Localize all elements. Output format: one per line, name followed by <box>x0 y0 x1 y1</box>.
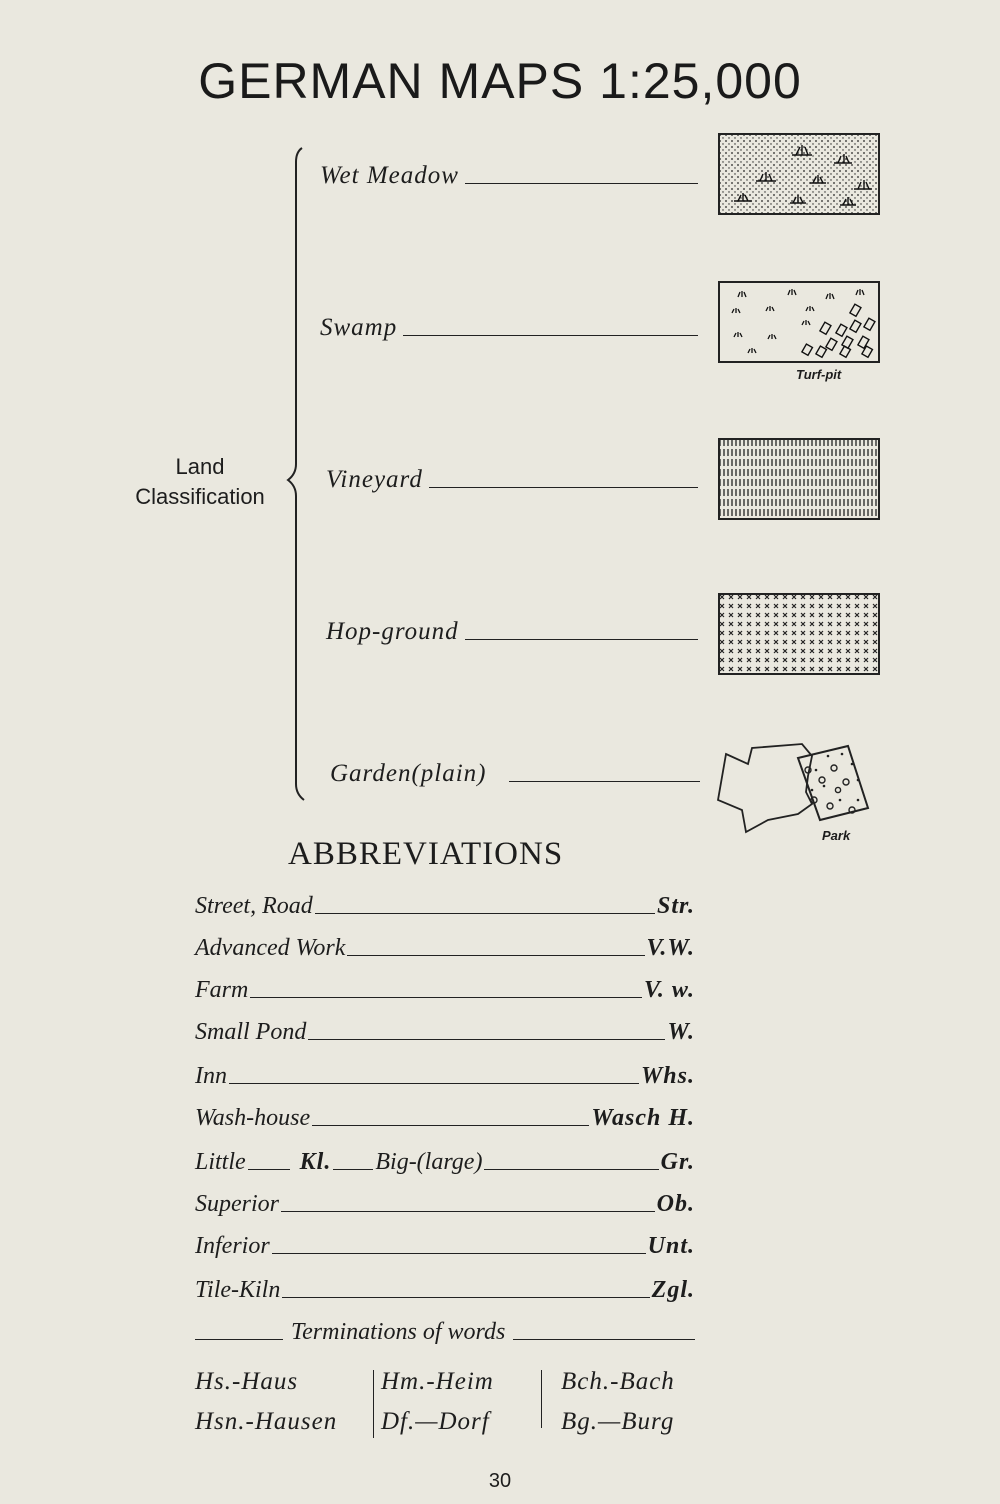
abbr-value: Wasch H. <box>591 1105 695 1131</box>
abbr-term-big: Big-(large) <box>375 1149 483 1175</box>
termination-item: Df.—Dorf <box>381 1408 490 1435</box>
wet-meadow-symbol-icon <box>718 133 880 215</box>
abbreviation-row <box>195 1228 695 1260</box>
abbreviation-row-little-big <box>195 1144 695 1176</box>
abbr-term: Tile-Kiln <box>195 1277 281 1303</box>
hop-ground-symbol-icon <box>718 593 880 675</box>
label-line-1: Land <box>175 454 225 479</box>
termination-item: Hm.-Heim <box>381 1368 494 1395</box>
land-item-swamp <box>320 314 698 342</box>
termination-item: Bg.—Burg <box>561 1408 675 1435</box>
abbreviation-row <box>195 1058 695 1090</box>
terminations-column-1 <box>195 1362 337 1442</box>
abbr-value: Unt. <box>647 1233 695 1259</box>
terminations-column-3 <box>561 1362 675 1442</box>
abbreviation-row <box>195 972 695 1004</box>
terminations-heading-row <box>195 1314 695 1346</box>
abbr-term: Advanced Work <box>195 935 346 961</box>
land-classification-label <box>110 452 290 512</box>
land-item-label: Wet Meadow <box>320 162 459 189</box>
label-line-2: Classification <box>135 484 265 509</box>
land-item-label: Hop-ground <box>326 618 459 645</box>
page-number: 30 <box>488 1470 512 1492</box>
abbr-term: Street, Road <box>195 893 313 919</box>
abbr-term: Superior <box>195 1191 279 1217</box>
termination-item: Bch.-Bach <box>561 1368 675 1395</box>
abbr-value: Str. <box>656 893 695 919</box>
terminations-heading: Terminations of words <box>291 1319 506 1345</box>
abbr-value: Zgl. <box>651 1277 695 1303</box>
abbr-value-big: Gr. <box>660 1149 695 1175</box>
terminations-grid <box>195 1362 700 1438</box>
abbr-value: W. <box>667 1019 695 1045</box>
abbr-term: Farm <box>195 977 249 1003</box>
swamp-caption: Turf-pit <box>796 367 842 382</box>
abbr-term: Inferior <box>195 1233 270 1259</box>
terminations-column-2 <box>381 1362 494 1442</box>
abbr-value-little: Kl. <box>299 1149 332 1175</box>
abbr-value: V.W. <box>646 935 695 961</box>
land-item-label: Vineyard <box>326 466 423 493</box>
abbreviation-row <box>195 1186 695 1218</box>
termination-item: Hsn.-Hausen <box>195 1408 338 1435</box>
abbr-term-little: Little <box>195 1149 246 1175</box>
land-item-garden <box>330 760 700 788</box>
abbreviation-row <box>195 1100 695 1132</box>
abbr-term: Inn <box>195 1063 227 1089</box>
land-item-vineyard <box>326 466 698 494</box>
land-item-label: Garden(plain) <box>330 760 487 787</box>
garden-caption: Park <box>822 828 851 843</box>
termination-item: Hs.-Haus <box>195 1368 299 1395</box>
abbr-value: Whs. <box>640 1063 695 1089</box>
land-item-hop-ground <box>326 618 698 646</box>
abbreviation-row <box>195 888 695 920</box>
land-item-label: Swamp <box>320 314 398 341</box>
vineyard-symbol-icon <box>718 438 880 520</box>
garden-symbol-icon <box>712 740 882 836</box>
land-item-wet-meadow <box>320 162 698 190</box>
swamp-symbol-icon <box>718 281 880 363</box>
page-title: GERMAN MAPS 1:25,000 <box>198 53 802 109</box>
abbreviations-heading: ABBREVIATIONS <box>288 836 564 872</box>
abbr-value: Ob. <box>656 1191 695 1217</box>
abbreviation-row <box>195 1014 695 1046</box>
abbreviation-row <box>195 930 695 962</box>
abbr-term: Small Pond <box>195 1019 307 1045</box>
brace-icon <box>282 146 312 802</box>
abbreviation-row <box>195 1272 695 1304</box>
abbr-term: Wash-house <box>195 1105 311 1131</box>
abbr-value: V. w. <box>643 977 695 1003</box>
